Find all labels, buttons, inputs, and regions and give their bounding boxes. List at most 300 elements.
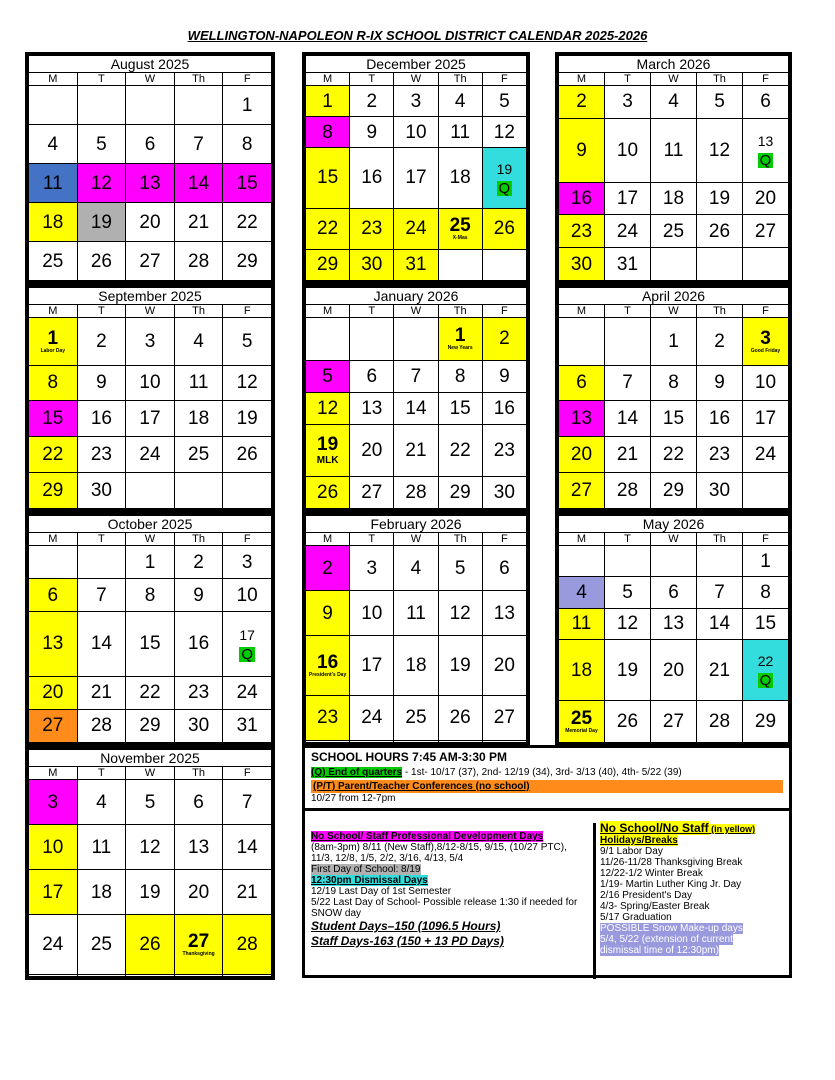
day-note: Memorial Day	[565, 727, 598, 734]
day-number: 21	[616, 444, 639, 466]
day-number: 23	[361, 218, 383, 240]
day-cell	[482, 591, 526, 636]
day-header: T	[77, 533, 126, 546]
day-number: 3	[622, 91, 633, 113]
day-number: 25	[90, 933, 112, 955]
day-number: 27	[139, 250, 161, 272]
week-row	[559, 577, 789, 608]
quarter-end-badge: Q	[498, 179, 511, 197]
day-header: T	[605, 73, 651, 86]
day-cell	[438, 392, 482, 424]
day-cell	[306, 591, 350, 636]
day-header: W	[126, 767, 175, 780]
day-header: F	[482, 305, 526, 318]
day-cell	[306, 208, 350, 249]
day-cell	[126, 825, 175, 870]
day-cell	[743, 215, 789, 248]
day-cell	[350, 249, 394, 280]
quarters-text: - 1st- 10/17 (37), 2nd- 12/19 (34), 3rd- 3/13 (40), 4th- 5/22 (39)	[402, 767, 682, 778]
week-row	[559, 473, 789, 509]
day-number: 17	[405, 167, 427, 189]
day-number: 14	[708, 613, 731, 635]
week-row	[306, 695, 527, 740]
day-cell	[174, 870, 223, 915]
day-number: 3	[144, 330, 156, 352]
day-number: 19	[236, 408, 258, 430]
day-number: 7	[622, 372, 633, 394]
day-cell	[743, 318, 789, 366]
day-number: 10	[236, 584, 258, 606]
day-cell	[394, 86, 438, 117]
day-number: 2	[96, 330, 107, 352]
day-cell	[350, 360, 394, 392]
day-cell	[174, 612, 223, 677]
day-number: 17	[754, 408, 777, 430]
day-cell	[306, 249, 350, 280]
day-number: 30	[570, 253, 593, 275]
day-cell	[651, 608, 697, 639]
day-number: 18	[42, 211, 64, 233]
day-number: 7	[714, 582, 725, 604]
day-cell	[126, 974, 175, 976]
day-cell	[29, 86, 78, 125]
month-apr	[555, 284, 792, 512]
day-number: 27	[42, 715, 64, 737]
day-cell	[174, 579, 223, 612]
day-header: Th	[438, 73, 482, 86]
day-cell	[223, 86, 272, 125]
day-number: 5	[241, 330, 253, 352]
day-cell	[306, 476, 350, 508]
day-number: 9	[193, 584, 204, 606]
day-cell	[29, 915, 78, 975]
day-header: F	[743, 73, 789, 86]
day-cell	[223, 242, 272, 281]
day-cell	[651, 640, 697, 701]
day-number: 14	[405, 398, 427, 420]
day-number: 30	[708, 480, 731, 502]
day-cell	[559, 546, 605, 577]
day-cell	[77, 780, 126, 825]
week-row	[306, 208, 527, 249]
day-number: 5	[714, 91, 725, 113]
day-number: 21	[236, 881, 258, 903]
day-cell	[394, 318, 438, 361]
day-number: 3	[366, 557, 378, 579]
day-cell	[651, 248, 697, 281]
day-cell	[482, 546, 526, 591]
day-cell	[29, 780, 78, 825]
day-header: W	[126, 533, 175, 546]
day-cell	[126, 546, 175, 579]
day-number: 30	[361, 254, 383, 276]
day-header: W	[394, 73, 438, 86]
day-note: Good Friday	[750, 347, 781, 354]
snow-item: dismissal time of 12:30pm)	[600, 945, 719, 956]
day-number: 24	[236, 682, 258, 704]
day-header: F	[482, 533, 526, 546]
month-mar	[555, 52, 792, 284]
day-number: 23	[90, 444, 112, 466]
day-cell	[174, 676, 223, 709]
day-cell	[350, 318, 394, 361]
day-cell	[29, 125, 78, 164]
day-cell	[306, 392, 350, 424]
day-cell	[306, 117, 350, 148]
day-number: 20	[361, 439, 383, 461]
day-note: New Years	[447, 345, 473, 352]
day-number: 26	[449, 707, 471, 729]
day-cell	[697, 118, 743, 182]
day-number: 12	[493, 121, 515, 143]
day-cell	[743, 701, 789, 743]
month-name: August 2025	[29, 56, 272, 73]
week-row	[29, 709, 272, 742]
day-cell	[743, 182, 789, 215]
day-cell	[394, 425, 438, 477]
day-number: 14	[236, 836, 258, 858]
day-cell	[697, 86, 743, 119]
week-row	[306, 318, 527, 361]
day-cell	[482, 476, 526, 508]
day-number: 8	[668, 372, 679, 394]
day-cell	[126, 164, 175, 203]
day-cell	[438, 591, 482, 636]
day-cell	[77, 86, 126, 125]
day-cell	[29, 318, 78, 366]
day-number: 31	[405, 254, 427, 276]
day-cell	[559, 118, 605, 182]
day-number: 11	[42, 172, 63, 194]
day-cell	[126, 203, 175, 242]
day-number: 25	[662, 220, 685, 242]
day-cell	[482, 740, 526, 742]
month-name: February 2026	[306, 516, 527, 533]
day-cell	[174, 825, 223, 870]
day-cell	[482, 86, 526, 117]
day-number: 11	[450, 121, 471, 143]
day-cell	[29, 437, 78, 473]
day-number: 6	[193, 791, 204, 813]
week-row	[306, 392, 527, 424]
day-cell	[697, 182, 743, 215]
week-row	[559, 546, 789, 577]
day-cell	[559, 577, 605, 608]
week-row	[559, 608, 789, 639]
day-cell	[743, 640, 789, 701]
day-cell	[559, 437, 605, 473]
day-number: 11	[571, 613, 592, 635]
day-number: 1	[454, 325, 466, 347]
day-number: 30	[90, 480, 112, 502]
day-number: 13	[757, 133, 774, 150]
day-header: T	[605, 533, 651, 546]
day-cell	[29, 579, 78, 612]
week-row	[306, 148, 527, 209]
day-header: W	[651, 533, 697, 546]
day-number: 12	[139, 836, 161, 858]
day-cell	[77, 401, 126, 437]
day-cell	[559, 701, 605, 743]
week-row	[559, 248, 789, 281]
day-number: 17	[361, 654, 383, 676]
day-cell	[743, 577, 789, 608]
day-number: 18	[405, 654, 427, 676]
day-cell	[438, 208, 482, 249]
day-header: Th	[174, 73, 223, 86]
day-cell	[482, 249, 526, 280]
day-cell	[126, 365, 175, 401]
week-row	[29, 473, 272, 509]
day-number: 7	[96, 584, 107, 606]
day-header: W	[394, 305, 438, 318]
month-aug	[25, 52, 275, 284]
day-number: 13	[361, 398, 383, 420]
day-cell	[306, 318, 350, 361]
day-number: 18	[449, 167, 471, 189]
week-row	[29, 870, 272, 915]
month-name: April 2026	[559, 288, 789, 305]
day-note: Labor Day	[40, 347, 66, 354]
day-header: Th	[697, 305, 743, 318]
day-cell	[394, 476, 438, 508]
day-number: 4	[47, 133, 59, 155]
day-number: 9	[96, 372, 107, 394]
day-number: 7	[241, 791, 253, 813]
day-number: 27	[493, 707, 515, 729]
day-number: 24	[616, 220, 639, 242]
day-cell	[77, 709, 126, 742]
day-cell	[651, 318, 697, 366]
day-cell	[743, 401, 789, 437]
day-cell	[29, 825, 78, 870]
day-cell	[482, 360, 526, 392]
day-cell	[223, 870, 272, 915]
week-row	[559, 701, 789, 743]
day-cell	[174, 709, 223, 742]
day-cell	[306, 360, 350, 392]
student-days: Student Days–150 (1096.5 Hours)	[311, 919, 501, 933]
day-header: M	[29, 533, 78, 546]
day-cell	[743, 118, 789, 182]
day-number: 1	[144, 551, 156, 573]
day-number: 5	[499, 90, 510, 112]
day-number: 24	[754, 444, 777, 466]
day-cell	[743, 86, 789, 119]
day-cell	[306, 546, 350, 591]
day-number: 23	[188, 682, 210, 704]
day-cell	[559, 318, 605, 366]
week-row	[306, 86, 527, 117]
day-cell	[174, 125, 223, 164]
legend-left	[311, 831, 591, 949]
day-cell	[697, 437, 743, 473]
day-cell	[350, 476, 394, 508]
day-cell	[174, 203, 223, 242]
day-header: M	[29, 73, 78, 86]
day-number: 3	[241, 551, 253, 573]
day-cell	[394, 360, 438, 392]
day-note: X-Mas	[452, 235, 468, 242]
day-cell	[223, 125, 272, 164]
day-number: 15	[236, 172, 258, 194]
day-cell	[438, 740, 482, 742]
day-cell	[126, 473, 175, 509]
day-cell	[482, 392, 526, 424]
legend-right	[593, 823, 787, 979]
day-cell	[438, 695, 482, 740]
day-number: 29	[42, 480, 64, 502]
day-header: Th	[174, 305, 223, 318]
day-cell	[174, 86, 223, 125]
day-cell	[438, 476, 482, 508]
day-number: 22	[662, 444, 685, 466]
month-name: September 2025	[29, 288, 272, 305]
day-number: 12	[317, 398, 339, 420]
day-number: 9	[366, 121, 378, 143]
day-cell	[559, 182, 605, 215]
day-cell	[126, 242, 175, 281]
month-name: May 2026	[559, 516, 789, 533]
day-cell	[77, 125, 126, 164]
pd-label: No School/ Staff Professional Development Days	[311, 831, 544, 842]
day-number: 15	[449, 398, 471, 420]
day-number: 20	[188, 881, 210, 903]
day-header: F	[223, 305, 272, 318]
day-number: 12	[616, 613, 639, 635]
day-number: 10	[754, 372, 777, 394]
day-number: 18	[188, 408, 210, 430]
day-number: 20	[662, 659, 685, 681]
day-cell	[559, 86, 605, 119]
day-number: 21	[188, 211, 210, 233]
week-row	[29, 825, 272, 870]
day-cell	[438, 360, 482, 392]
day-number: 25	[570, 707, 593, 729]
day-cell	[394, 392, 438, 424]
day-cell	[605, 248, 651, 281]
day-number: 31	[236, 715, 258, 737]
quarters-line	[311, 767, 783, 778]
week-row	[29, 365, 272, 401]
day-cell	[223, 780, 272, 825]
month-dec	[302, 52, 530, 284]
day-cell	[394, 148, 438, 209]
day-cell	[697, 365, 743, 401]
week-row	[306, 249, 527, 280]
day-number: 28	[236, 933, 258, 955]
day-cell	[306, 636, 350, 696]
day-header: F	[743, 305, 789, 318]
day-number: 2	[499, 328, 510, 350]
day-cell	[438, 318, 482, 361]
week-row	[29, 780, 272, 825]
week-row	[29, 579, 272, 612]
day-number: 11	[406, 602, 426, 624]
day-cell	[697, 401, 743, 437]
day-cell	[559, 365, 605, 401]
day-cell	[350, 425, 394, 477]
holiday-item: 11/26-11/28 Thanksgiving Break	[600, 857, 743, 868]
day-cell	[306, 740, 350, 742]
day-number: 15	[317, 167, 339, 189]
day-cell	[394, 636, 438, 696]
day-number: 28	[188, 250, 210, 272]
day-header: T	[605, 305, 651, 318]
day-number: 23	[708, 444, 731, 466]
day-number: 25	[449, 215, 471, 237]
day-cell	[605, 437, 651, 473]
day-number: 28	[616, 480, 639, 502]
day-cell	[223, 825, 272, 870]
day-cell	[651, 473, 697, 509]
day-number: 6	[576, 372, 587, 394]
day-number: 14	[188, 172, 210, 194]
week-row	[29, 86, 272, 125]
day-cell	[394, 740, 438, 742]
day-cell	[77, 825, 126, 870]
day-cell	[697, 546, 743, 577]
month-oct	[25, 512, 275, 746]
quarter-end-badge: Q	[759, 672, 772, 690]
day-cell	[29, 164, 78, 203]
day-number: 12	[708, 139, 731, 161]
day-number: 5	[454, 557, 466, 579]
day-header: M	[306, 533, 350, 546]
day-number: 19	[616, 659, 639, 681]
day-number: 29	[754, 711, 777, 733]
month-name: November 2025	[29, 750, 272, 767]
day-cell	[482, 425, 526, 477]
day-cell	[394, 117, 438, 148]
week-row	[306, 591, 527, 636]
day-cell	[697, 577, 743, 608]
day-cell	[651, 401, 697, 437]
holiday-list	[600, 846, 787, 923]
day-number: 4	[96, 791, 107, 813]
day-header: W	[651, 73, 697, 86]
day-number: 4	[410, 557, 422, 579]
day-cell	[77, 164, 126, 203]
day-header: W	[126, 73, 175, 86]
day-number: 29	[449, 481, 471, 503]
day-cell	[651, 437, 697, 473]
day-cell	[77, 974, 126, 976]
week-row	[29, 546, 272, 579]
week-row	[559, 318, 789, 366]
day-number: 22	[449, 439, 471, 461]
day-header: Th	[174, 767, 223, 780]
day-number: 22	[236, 211, 258, 233]
day-cell	[77, 318, 126, 366]
week-row	[559, 215, 789, 248]
day-header: F	[743, 533, 789, 546]
day-number: 23	[570, 220, 593, 242]
day-cell	[126, 401, 175, 437]
day-number: 24	[42, 933, 64, 955]
day-number: 10	[42, 836, 64, 858]
day-cell	[174, 473, 223, 509]
day-number: 4	[193, 330, 204, 352]
week-row	[559, 365, 789, 401]
day-cell	[697, 701, 743, 743]
quarter-end-badge: Q	[759, 152, 772, 170]
day-number: 10	[616, 139, 639, 161]
day-cell	[605, 86, 651, 119]
day-cell	[29, 974, 78, 976]
day-cell	[605, 608, 651, 639]
day-number: 6	[366, 365, 378, 387]
